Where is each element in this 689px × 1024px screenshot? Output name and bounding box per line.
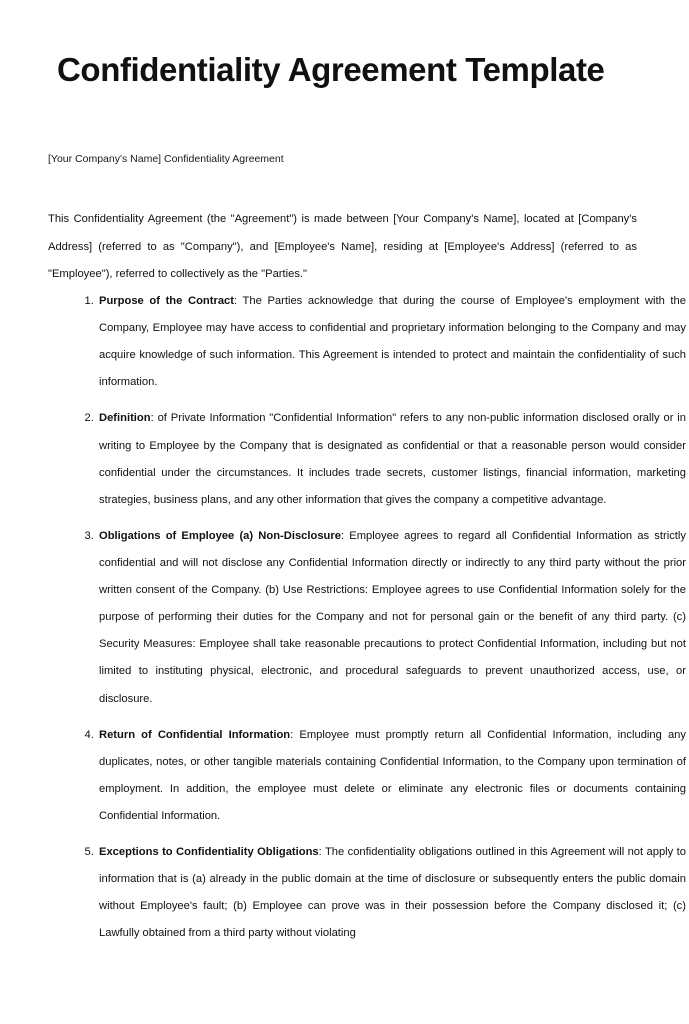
clause-text: : Employee must promptly return all Confidential Information, including any duplicates, notes, or other tangible materials containing Confidential Information, to the Company upon termination of employment. In addition, the employee must delete or eliminate any electronic files or documents containing Confidential Information. — [99, 728, 687, 822]
intro-paragraph: This Confidentiality Agreement (the "Agreement") is made between [Your Company's Name], located at [Company's Address] (referred to as "Company"), and [Employee's Name], residing at [Employee's Address] (referred to as "Employee"), referred to collectively as the "Parties." — [48, 213, 637, 281]
list-item — [97, 405, 686, 513]
clause-term: Return of Confidential Information — [99, 728, 291, 741]
clause-list — [48, 288, 686, 957]
clause-term: Exceptions to Confidentiality Obligations — [99, 846, 319, 859]
page-title: Confidentiality Agreement Template — [57, 51, 605, 88]
list-item — [97, 523, 686, 713]
clause-term: Definition — [99, 412, 151, 425]
clause-text: : The confidentiality obligations outlined in this Agreement will not apply to information that is (a) already in the public domain at the time of disclosure or subsequently enters the public domain without Employee's fault; (b) Employee can prove was in their possession before the Company disclosed it; (c) Lawfully obtained from a third party without violating — [99, 846, 686, 940]
list-item — [97, 288, 686, 396]
clause-term: Purpose of the Contract — [99, 295, 234, 307]
clause-term: Obligations of Employee (a) Non-Disclosure — [99, 529, 341, 542]
list-item — [97, 839, 686, 947]
clause-text: : of Private Information "Confidential Information" refers to any non-public information disclosed orally or in writing to Employee by the Company that is designated as confidential or that a reasonable person would consider confidential under the circumstances. It includes trade secrets, customer listings, financial information, marketing strategies, business plans, and any other information that gives the company a competitive advantage. — [99, 412, 686, 506]
clause-text: : The Parties acknowledge that during the course of Employee's employment with the Company, Employee may have access to confidential and proprietary information belonging to the Company and may acquire knowledge of such information. This Agreement is intended to protect and maintain the confidentiality of such information. — [99, 295, 686, 389]
clause-text: : Employee agrees to regard all Confidential Information as strictly confidential and will not disclose any Confidential Information directly or indirectly to any third party without the prior written consent of the Company. (b) Use Restrictions: Employee agrees to use Confidential Information solely for the purpose of performing their duties for the Company and not for personal gain or the benefit of any third party. (c) Security Measures: Employee shall take reasonable precautions to protect Confidential Information, including but not limited to instituting physical, electronic, and procedural safeguards to prevent unauthorized access, use, or disclosure. — [99, 529, 686, 705]
document-subtitle: [Your Company's Name] Confidentiality Agreement — [48, 153, 284, 165]
list-item — [97, 722, 686, 830]
